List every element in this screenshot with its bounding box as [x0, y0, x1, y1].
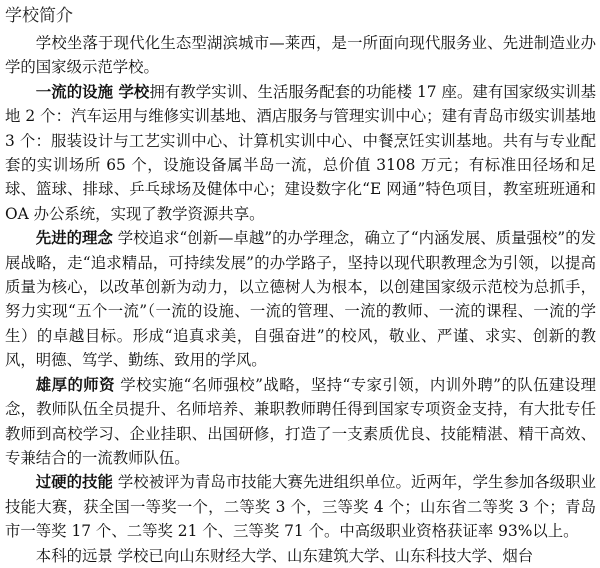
paragraph-facilities [5, 80, 596, 226]
document-title: 学校简介 [5, 6, 73, 26]
paragraph-philosophy [5, 226, 596, 372]
paragraph-lead: 先进的理念 [35, 229, 113, 248]
paragraph-text: 学校追求“创新—卓越”的办学理念，确立了“内涵发展、质量强校”的发展战略，走“追求精品，可持续发展”的办学路子，坚持以现代职教理念为引领，以提高质量为核心，以改革创新为动力，以立德树人为根本，以创建国家级示范校为总抓手，努力实现“五个一流”（一流的设施、一流的管理、一流的教师、一流的课程、一流的学生）的卓越目标。形成“追真求美，自强奋进”的校风，敬业、严谨、求实、创新的教风，明德、笃学、勤练、致用的学风。 [5, 229, 596, 370]
paragraph-text: 学校被评为青岛市技能大赛先进组织单位。近两年，学生参加各级职业技能大赛，获全国一等奖一个，二等奖 3 个，三等奖 4 个；山东省二等奖 3 个；青岛市一等奖 17 个、二等奖 21 个、三等奖 71 个。中高级职业资格获证率 93%以上。 [5, 473, 596, 541]
paragraph-text: 学校坐落于现代化生态型湖滨城市—莱西，是一所面向现代服务业、先进制造业办学的国家级示范学校。 [5, 34, 596, 77]
paragraph-intro [5, 31, 596, 80]
paragraph-lead: 过硬的技能 [35, 473, 113, 492]
paragraph-text: 本科的远景 学校已向山东财经大学、山东建筑大学、山东科技大学、烟台 [35, 546, 534, 565]
paragraph-text: 学校实施“名师强校”战略，坚持“专家引领，内训外聘”的队伍建设理念，教师队伍全员提升、名师培养、兼职教师聘任得到国家专项资金支持，有大批专任教师到高校学习、企业挂职、出国研修，打造了一支素质优良、技能精湛、精干高效、专兼结合的一流教师队伍。 [5, 375, 596, 467]
paragraph-prospects [5, 544, 596, 568]
paragraph-lead: 一流的设施 学校 [35, 82, 150, 101]
paragraph-text: 拥有教学实训、生活服务配套的功能楼 17 座。建有国家级实训基地 2 个：汽车运用与维修实训基地、酒店服务与管理实训中心；建有青岛市级实训基地 3 个：服装设计与工艺实训中心、计算机实训中心、中餐烹饪实训基地。共有与专业配套的实训场所 65 个，设施设备属半岛一流，总价值 3108 万元；有标准田径场和足球、篮球、排球、乒乓球场及健体中心；建设数字化“E 网通”特色项目，教室班班通和 OA 办公系统，实现了教学资源共享。 [5, 82, 597, 223]
paragraph-faculty [5, 373, 596, 471]
paragraph-skills [5, 470, 596, 543]
paragraph-lead: 雄厚的师资 [35, 375, 115, 394]
